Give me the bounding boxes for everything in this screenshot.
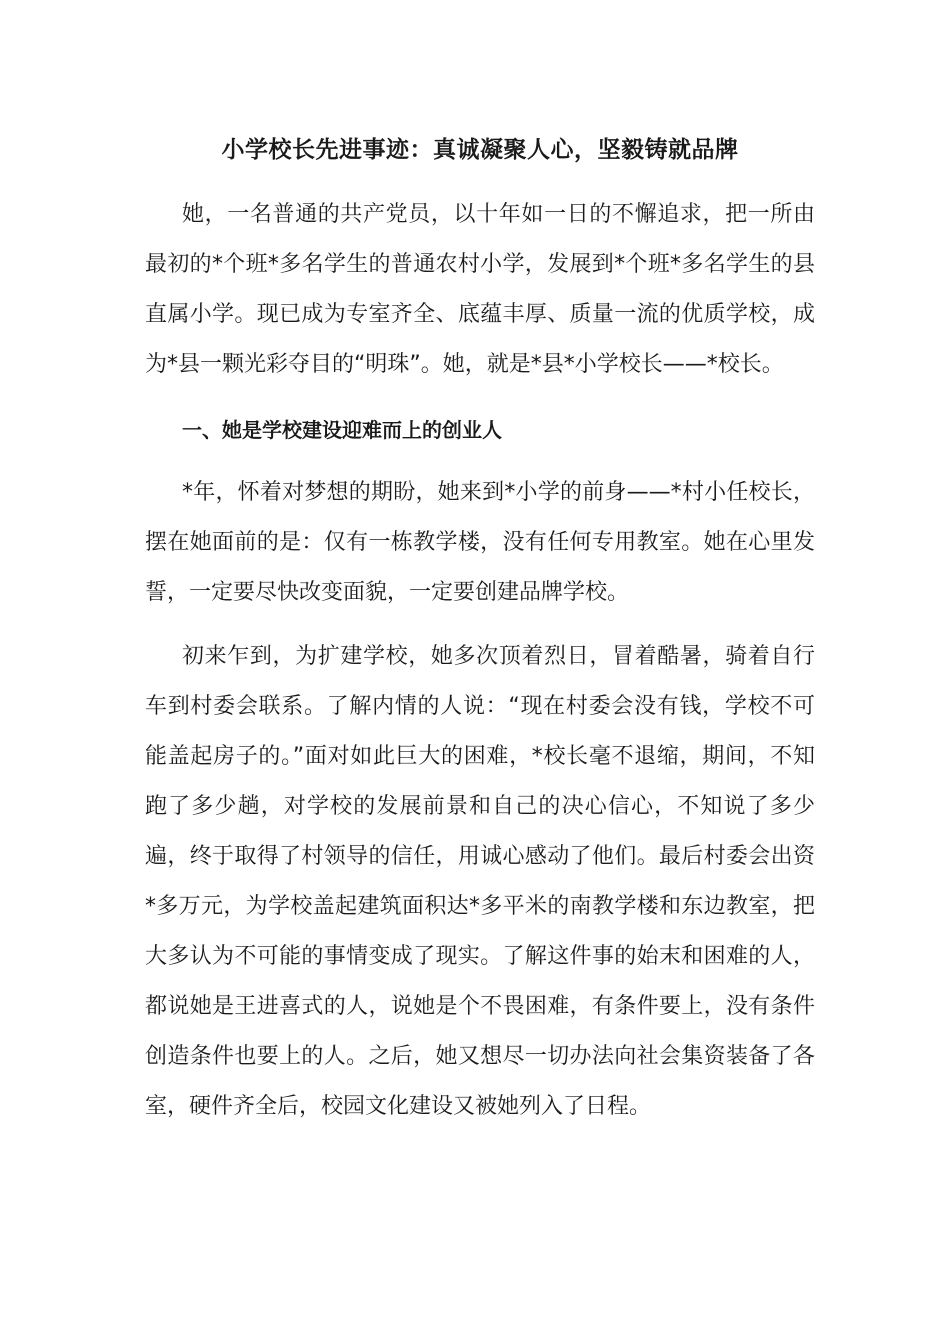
body-paragraph: 初来乍到，为扩建学校，她多次顶着烈日，冒着酷暑，骑着自行车到村委会联系。了解内情的人说：“现在村委会没有钱，学校不可能盖起房子的。”面对如此巨大的困难，*校长毫不退缩，期间，不知跑了多少趟，对学校的发展前景和自己的决心信心，不知说了多少遍，终于取得了村领导的信任，用诚心感动了他们。最后村委会出资*多万元，为学校盖起建筑面积达*多平米的南教学楼和东边教室，把大多认为不可能的事情变成了现实。了解这件事的始末和困难的人，都说她是王进喜式的人，说她是个不畏困难，有条件要上，没有条件创造条件也要上的人。之后，她又想尽一切办法向社会集资装备了各室，硬件齐全后，校园文化建设又被她列入了日程。 — [145, 644, 815, 1119]
body-paragraph: *年，怀着对梦想的期盼，她来到*小学的前身——*村小任校长，摆在她面前的是：仅有一栋教学楼，没有任何专用教室。她在心里发誓，一定要尽快改变面貌，一定要创建品牌学校。 — [145, 480, 815, 605]
document-title: 小学校长先进事迹：真诚凝聚人心，坚毅铸就品牌 — [221, 137, 739, 163]
document-body — [145, 128, 815, 1132]
section-heading: 一、她是学校建设迎难而上的创业人 — [182, 418, 502, 442]
intro-paragraph: 她，一名普通的共产党员，以十年如一日的不懈追求，把一所由最初的*个班*多名学生的普通农村小学，发展到*个班*多名学生的县直属小学。现已成为专室齐全、底蕴丰厚、质量一流的优质学校，成为*县一颗光彩夺目的“明珠”。她，就是*县*小学校长——*校长。 — [145, 202, 815, 377]
